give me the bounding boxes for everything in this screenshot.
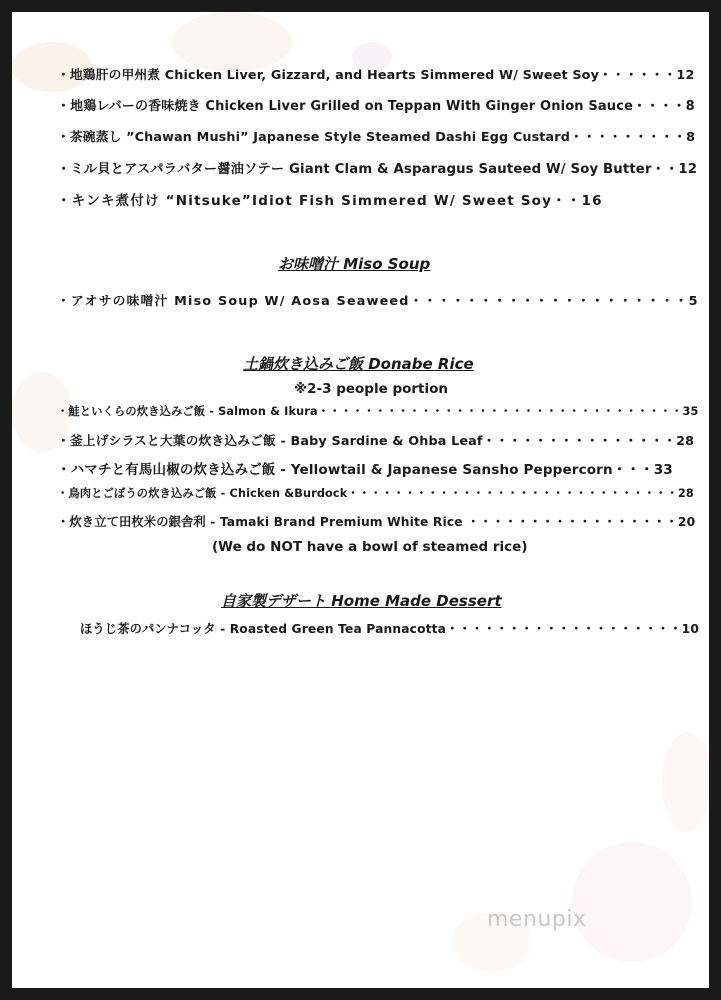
menu-item-kinki-nitsuke: ・キンキ煮付け “Nitsuke”Idiot Fish Simmered W/ Sweet Soy・・16 [57,193,603,209]
menu-item-chicken-liver-grilled: ・地鶏レバーの香味焼き Chicken Liver Grilled on Teppan With Ginger Onion Sauce・・・・8 [57,99,695,114]
menu-item-chicken-liver-simmered: ・地鶏肝の甲州煮 Chicken Liver, Gizzard, and Hearts Simmered W/ Sweet Soy・・・・・・12 [57,68,695,83]
section-heading-donabe-rice: 土鍋炊き込みご飯 Donabe Rice [243,355,474,373]
menu-item-yellowtail-rice: ・ハマチと有馬山椒の炊き込みご飯 - Yellowtail & Japanese Sansho Peppercorn・・・33 [57,462,673,478]
menu-item-salmon-ikura-rice: ・鮭といくらの炊き込みご飯 - Salmon & Ikura・・・・・・・・・・・・・・・・・・・・・・・・・・・・・・・・35 [57,405,699,418]
section-heading-dessert: 自家製デザート Home Made Dessert [221,592,502,610]
blossom-decoration [172,12,292,72]
menu-item-white-rice: ・炊き立て田枚米の銀舎利 - Tamaki Brand Premium White Rice ・・・・・・・・・・・・・・・・・20 [57,515,696,529]
steamed-rice-note: (We do NOT have a bowl of steamed rice) [212,539,528,555]
menu-item-aosa-miso-soup: ・アオサの味噌汁 Miso Soup W/ Aosa Seaweed・・・・・・・・・・・・・・・・・・・・5 [57,294,699,309]
menu-item-chawan-mushi: ・茶碗蒸し ”Chawan Mushi” Japanese Style Steamed Dashi Egg Custard・・・・・・・・・8 [57,130,696,145]
portion-note: ※2-3 people portion [294,381,449,397]
blossom-decoration [572,842,692,962]
menu-item-giant-clam: ・ミル貝とアスパラバター醤油ソテー Giant Clam & Asparagus Sauteed W/ Soy Butter・・12 [57,162,698,177]
menu-page [12,12,709,988]
watermark-logo: menupix [487,907,587,932]
menu-item-baby-sardine-rice: ・釜上げシラスと大葉の炊き込みご飯 - Baby Sardine & Ohba Leaf・・・・・・・・・・・・・・・28 [57,434,695,449]
menu-item-hojicha-pannacotta: ほうじ茶のパンナコッタ - Roasted Green Tea Pannacotta・・・・・・・・・・・・・・・・・・・10 [80,622,700,636]
blossom-decoration [662,732,709,832]
section-heading-miso-soup: お味噌汁 Miso Soup [278,255,431,273]
menu-item-chicken-burdock-rice: ・鳥肉とごぼうの炊き込みご飯 - Chicken &Burdock・・・・・・・・・・・・・・・・・・・・・・・・・・・・・28 [57,487,694,500]
